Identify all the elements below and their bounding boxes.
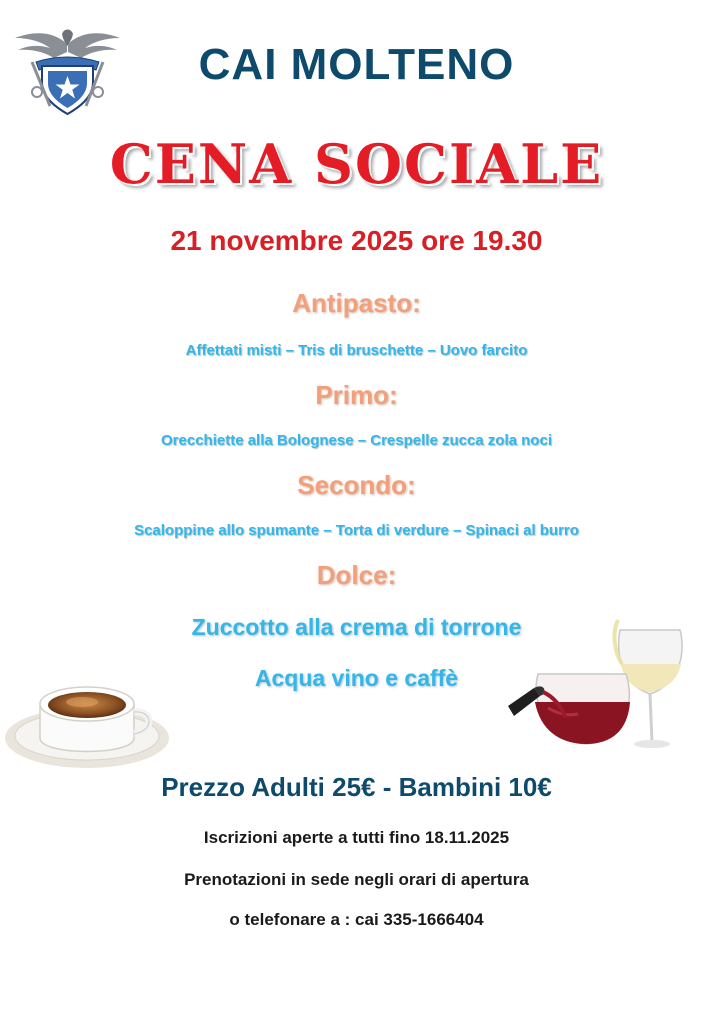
course-primo-items: Orecchiette alla Bolognese – Crespelle zucca zola noci — [161, 432, 552, 449]
organization-name: CAI MOLTENO — [198, 40, 515, 89]
course-secondo-items: Scaloppine allo spumante – Torta di verdure – Spinaci al burro — [134, 522, 579, 539]
course-secondo-label: Secondo: — [297, 470, 416, 500]
coffee-cup-icon — [2, 668, 177, 773]
event-date-time: 21 novembre 2025 ore 19.30 — [170, 225, 543, 256]
booking-info: Prenotazioni in sede negli orari di apertura — [184, 870, 529, 889]
course-primo-label: Primo: — [315, 380, 398, 410]
drinks-line: Acqua vino e caffè — [254, 665, 459, 691]
course-dolce-items: Zuccotto alla crema di torrone — [191, 614, 522, 640]
phone-info: o telefonare a : cai 335-1666404 — [229, 910, 484, 929]
wine-glasses-icon — [508, 612, 698, 762]
price-line: Prezzo Adulti 25€ - Bambini 10€ — [161, 772, 552, 802]
course-dolce-label: Dolce: — [316, 560, 397, 590]
event-title: CENA SOCIALE — [109, 132, 604, 196]
registration-info: Iscrizioni aperte a tutti fino 18.11.2025 — [203, 828, 510, 847]
course-antipasto-items: Affettati misti – Tris di bruschette – Uovo farcito — [185, 342, 528, 359]
course-antipasto-label: Antipasto: — [292, 288, 421, 318]
